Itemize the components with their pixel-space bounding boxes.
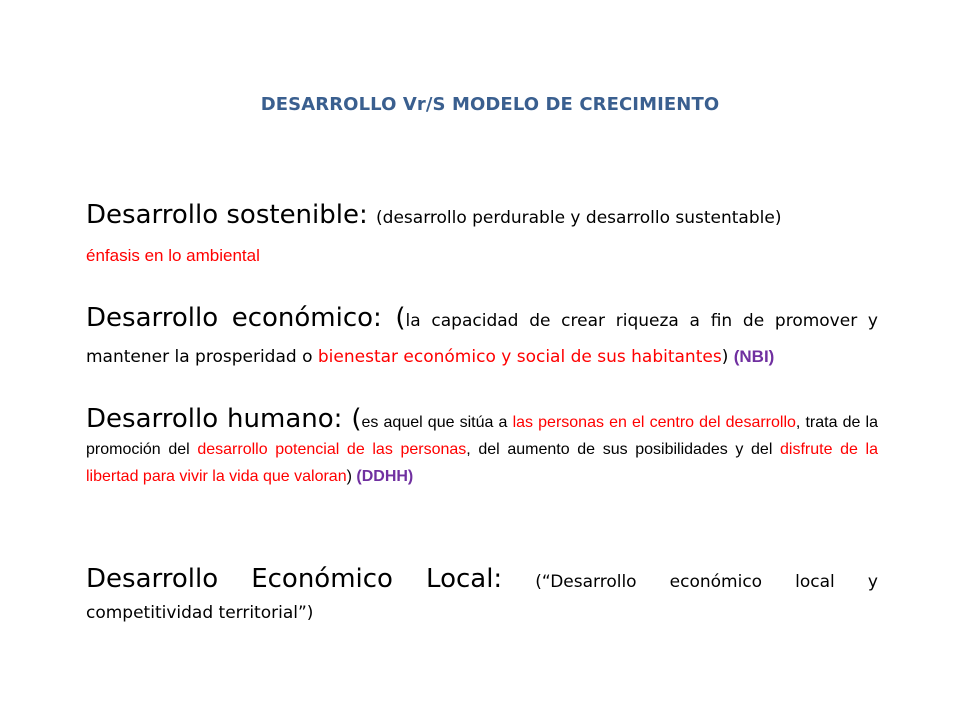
word-desarrollo: Desarrollo (86, 564, 219, 594)
word-economico: Económico (251, 564, 393, 594)
quote-word-1: (“Desarrollo (535, 572, 637, 592)
text-3: , del aumento de sus posibilidades y del (466, 441, 781, 458)
text-2: , trata de la promoción del (86, 414, 879, 458)
word-local: Local: (426, 564, 503, 594)
colon: : ( (333, 404, 362, 434)
ddhh-tag: (DDHH) (356, 468, 414, 485)
highlight-text: bienestar económico y social de sus habitantes (317, 347, 722, 367)
highlight-1: las personas en el centro del desarrollo (512, 414, 796, 431)
close-paren: ) (721, 347, 734, 367)
quote-word-4: y (867, 572, 878, 592)
paragraph-desarrollo-economico (86, 300, 878, 375)
paragraph-desarrollo-sostenible (86, 196, 878, 275)
paragraph-desarrollo-economico-local (86, 560, 878, 625)
slide-title: DESARROLLO Vr/S MODELO DE CRECIMIENTO (260, 94, 720, 115)
paragraph-desarrollo-humano (86, 406, 878, 490)
nbi-tag: (NBI) (733, 347, 775, 366)
colon: : (359, 200, 377, 230)
heading-desarrollo-economico: Desarrollo económico (86, 303, 374, 333)
emphasis-text: énfasis en lo ambiental (86, 246, 260, 265)
quote-line-2: competitividad territorial”) (86, 603, 314, 623)
heading-line (86, 560, 878, 601)
highlight-3: disfrute de la libertad para vivir la vida que valoran (86, 441, 879, 485)
highlight-2: desarrollo potencial de las personas (197, 441, 467, 458)
heading-desarrollo-sostenible: Desarrollo sostenible (86, 200, 359, 230)
colon: : ( (373, 303, 406, 333)
heading-desarrollo-humano: Desarrollo humano (86, 404, 334, 434)
quote-word-2: económico (669, 572, 763, 592)
definition-text: (desarrollo perdurable y desarrollo sustentable) (376, 208, 782, 228)
definition-text: la capacidad de crear riqueza a fin de promover y mantener la prosperidad o (86, 311, 878, 367)
close-paren: ) (346, 468, 357, 485)
text-1: es aquel que sitúa a (361, 414, 513, 431)
quote-word-3: local (795, 572, 835, 592)
